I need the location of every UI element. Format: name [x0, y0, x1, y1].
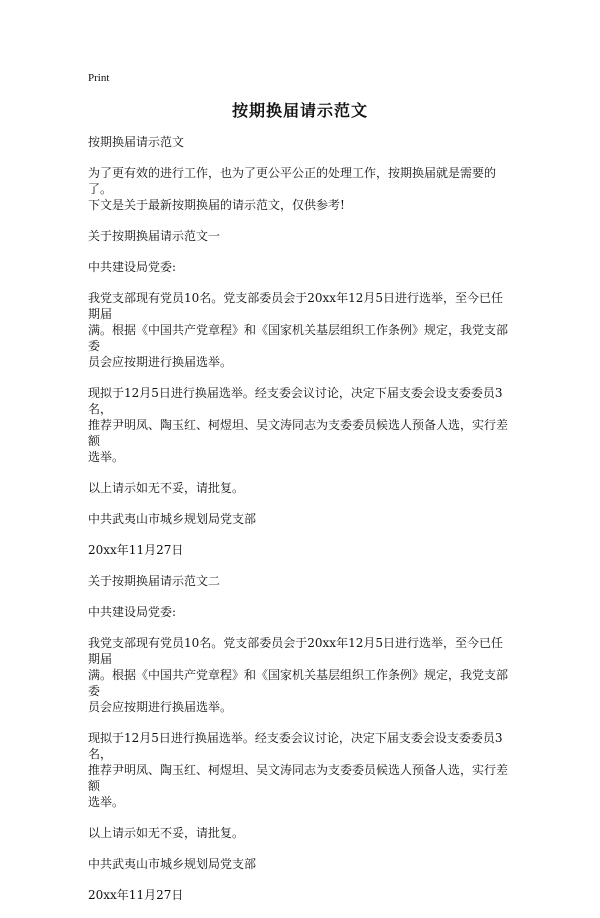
sample-heading: 关于按期换届请示范文二: [88, 574, 221, 588]
sample-heading: 关于按期换届请示范文一: [88, 229, 221, 243]
document-subtitle: 按期换届请示范文: [88, 135, 185, 149]
recipient-line: 中共建设局党委:: [88, 260, 177, 274]
document-body: [88, 134, 512, 918]
body-paragraph: 我党支部现有党员10名。党支部委员会于20xx年12月5日进行选举，至今已任期届 满。根据《中国共产党章程》和《国家机关基层组织工作条例》规定，我党支部委 员会应按期进行换届选举。: [88, 291, 509, 369]
page-title: 按期换届请示范文: [231, 101, 368, 120]
print-link[interactable]: Print: [88, 72, 110, 84]
closing-line: 以上请示如无不妥，请批复。: [88, 826, 245, 840]
intro-paragraph: 为了更有效的进行工作，也为了更公平公正的处理工作，按期换届就是需要的了。 下文是关于最新按期换届的请示范文，仅供参考!: [88, 166, 497, 212]
signature-line: 中共武夷山市城乡规划局党支部: [88, 512, 257, 526]
body-paragraph: 现拟于12月5日进行换届选举。经支委会议讨论，决定下届支委会设支委委员3名， 推荐尹明凤、陶玉红、柯煜坦、吴文涛同志为支委委员候选人预备人选，实行差额 选举。: [88, 731, 509, 809]
recipient-line: 中共建设局党委:: [88, 605, 177, 619]
closing-line: 以上请示如无不妥，请批复。: [88, 481, 245, 495]
body-paragraph: 我党支部现有党员10名。党支部委员会于20xx年12月5日进行选举，至今已任期届 满。根据《中国共产党章程》和《国家机关基层组织工作条例》规定，我党支部委 员会应按期进行换届选举。: [88, 636, 509, 714]
body-paragraph: 现拟于12月5日进行换届选举。经支委会议讨论，决定下届支委会设支委委员3名， 推荐尹明凤、陶玉红、柯煜坦、吴文涛同志为支委委员候选人预备人选，实行差额 选举。: [88, 386, 509, 464]
signature-line: 中共武夷山市城乡规划局党支部: [88, 857, 257, 871]
date-line: 20xx年11月27日: [88, 888, 184, 902]
date-line: 20xx年11月27日: [88, 543, 184, 557]
